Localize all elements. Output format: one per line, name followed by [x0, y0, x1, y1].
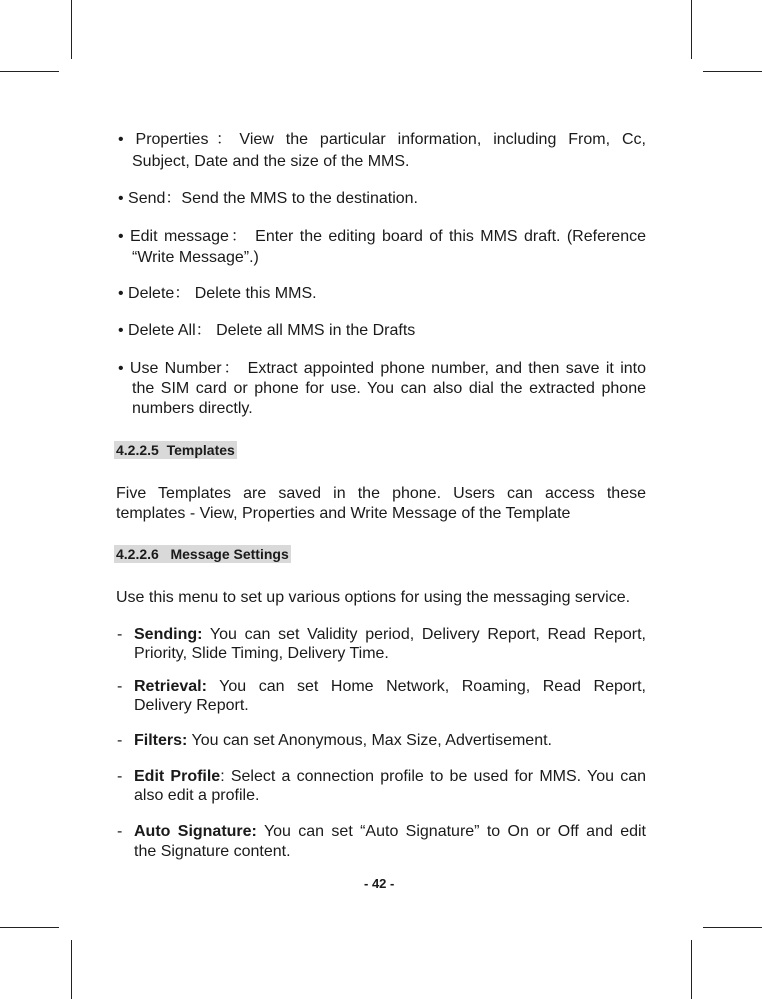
setting-auto-signature-text: You can set “Auto Signature” to On or Off and edit [256, 823, 646, 840]
list-dash: - [117, 732, 123, 749]
list-dash: - [117, 768, 123, 785]
crop-mark-top-right-h [703, 71, 762, 72]
setting-filters-line1 [134, 731, 552, 751]
list-dash: - [117, 626, 123, 643]
bullet-edit-message-line1: • Edit message： Enter the editing board of this MMS draft. (Reference [118, 228, 646, 245]
templates-paragraph-line1: Five Templates are saved in the phone. Users can access these [116, 485, 646, 502]
setting-edit-profile-line1 [134, 767, 646, 787]
setting-filters-text: You can set Anonymous, Max Size, Advertisement. [187, 732, 552, 749]
bullet-use-number-line2: the SIM card or phone for use. You can also dial the extracted phone [132, 380, 646, 397]
page-number: - 42 - [364, 876, 395, 891]
setting-auto-signature-line2: the Signature content. [134, 843, 291, 860]
setting-filters-label: Filters: [134, 732, 188, 749]
crop-mark-bottom-right-h [703, 927, 762, 928]
crop-mark-top-left-v [71, 0, 72, 59]
bullet-properties-line1: • Properties：View the particular information, including From, Cc, [118, 131, 646, 148]
setting-sending-label: Sending: [134, 626, 203, 643]
crop-mark-top-left-h [0, 71, 59, 72]
section-heading-templates: 4.2.2.5 Templates [116, 442, 235, 458]
crop-mark-bottom-right-v [691, 940, 692, 999]
crop-mark-bottom-left-v [71, 940, 72, 999]
setting-retrieval-line1 [134, 677, 646, 697]
setting-edit-profile-text: : Select a connection profile to be used for MMS. You can [220, 768, 647, 785]
setting-sending-line2: Priority, Slide Timing, Delivery Time. [134, 645, 389, 662]
setting-auto-signature-line1 [134, 822, 646, 842]
section-heading-message-settings: 4.2.2.6 Message Settings [116, 546, 289, 562]
list-dash: - [117, 823, 123, 840]
setting-retrieval-label: Retrieval: [134, 678, 207, 695]
list-dash: - [117, 678, 123, 695]
setting-sending-line1 [134, 625, 646, 645]
setting-retrieval-text: You can set Home Network, Roaming, Read Report, [206, 678, 646, 695]
setting-auto-signature-label: Auto Signature: [134, 823, 257, 840]
bullet-properties-line2: Subject, Date and the size of the MMS. [132, 153, 410, 170]
bullet-delete: • Delete： Delete this MMS. [118, 285, 317, 302]
setting-edit-profile-line2: also edit a profile. [134, 787, 260, 804]
message-settings-intro: Use this menu to set up various options for using the messaging service. [116, 589, 631, 606]
setting-sending-text: You can set Validity period, Delivery Report, Read Report, [202, 626, 646, 643]
bullet-delete-all: • Delete All： Delete all MMS in the Drafts [118, 322, 416, 339]
crop-mark-top-right-v [691, 0, 692, 59]
setting-retrieval-line2: Delivery Report. [134, 697, 249, 714]
bullet-use-number-line3: numbers directly. [132, 400, 253, 417]
bullet-edit-message-line2: “Write Message”.) [132, 249, 259, 266]
bullet-send: • Send：Send the MMS to the destination. [118, 190, 419, 207]
setting-edit-profile-label: Edit Profile [134, 768, 221, 785]
bullet-use-number-line1: • Use Number： Extract appointed phone number, and then save it into [118, 360, 646, 377]
crop-mark-bottom-left-h [0, 927, 59, 928]
templates-paragraph-line2: templates - View, Properties and Write Message of the Template [116, 505, 571, 522]
